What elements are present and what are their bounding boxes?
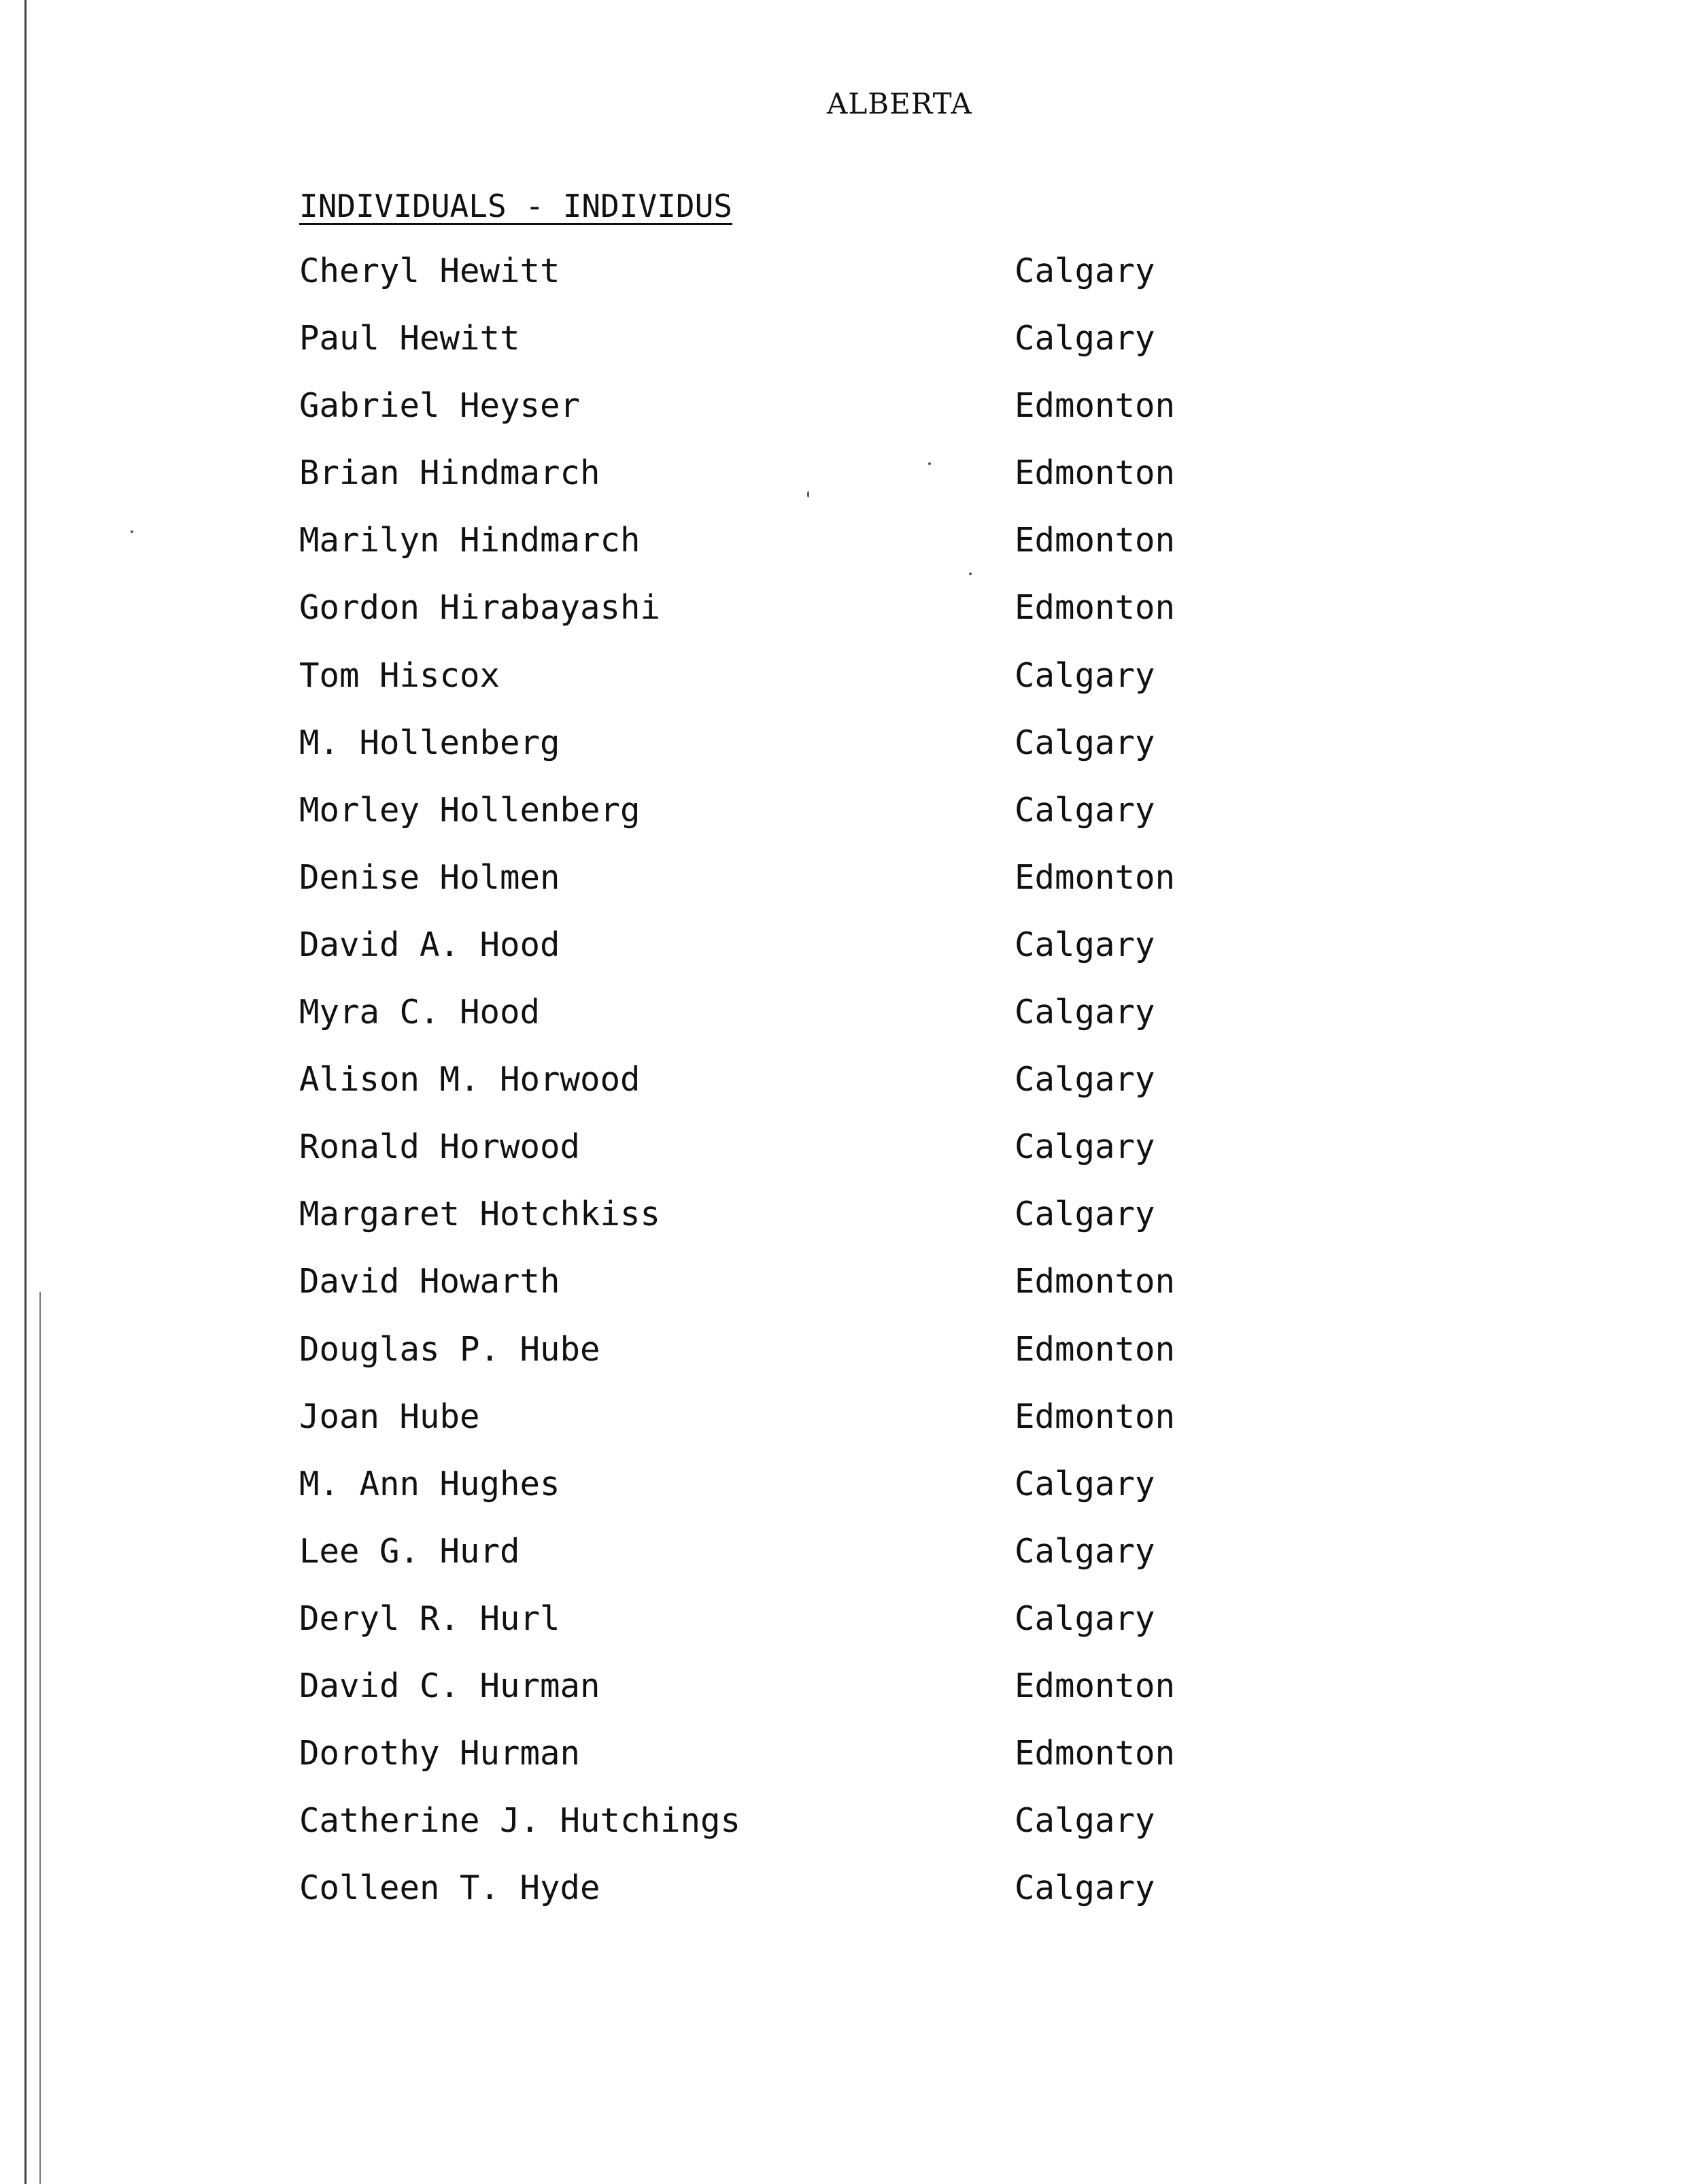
scan-speck [928,462,931,465]
entry-city: Calgary [1015,1464,1155,1503]
entry-name: David Howarth [299,1262,560,1301]
entry-city: Edmonton [1015,1262,1176,1301]
list-item [299,252,1251,319]
entry-name: M. Ann Hughes [299,1464,560,1503]
list-item [299,1869,1251,1936]
entry-city: Edmonton [1015,588,1176,628]
entry-city: Edmonton [1015,521,1176,560]
list-item [299,1195,1251,1262]
entry-name: Margaret Hotchkiss [299,1195,661,1234]
list-item [299,1397,1251,1465]
list-item [299,1532,1251,1599]
entry-city: Calgary [1015,790,1155,830]
list-item [299,1599,1251,1667]
entry-name: Denise Holmen [299,857,560,897]
list-item [299,588,1251,655]
entry-name: Colleen T. Hyde [299,1869,600,1908]
scan-speck [131,530,133,533]
entry-name: Morley Hollenberg [299,790,641,830]
entry-city: Calgary [1015,1127,1155,1167]
entry-name: Joan Hube [299,1397,480,1436]
list-item [299,656,1251,723]
list-item [299,1127,1251,1195]
entry-name: Gordon Hirabayashi [299,588,661,628]
entry-city: Edmonton [1015,1666,1176,1705]
list-item [299,1801,1251,1869]
entry-city: Calgary [1015,993,1155,1032]
list-item [299,521,1251,588]
list-item [299,925,1251,993]
entry-city: Calgary [1015,319,1155,358]
entry-city: Calgary [1015,655,1155,695]
entry-city: Edmonton [1015,1329,1176,1369]
entry-city: Calgary [1015,252,1155,290]
section-title: INDIVIDUALS - INDIVIDUS [299,188,732,224]
entry-city: Edmonton [1015,454,1176,493]
scan-speck [969,573,972,575]
scan-edge-line-secondary [39,1292,41,2184]
entry-city: Calgary [1015,1599,1155,1638]
page-heading: ALBERTA [827,87,972,120]
list-item [299,1734,1251,1801]
entry-city: Edmonton [1015,857,1176,897]
entry-city: Edmonton [1015,1397,1176,1436]
entry-city: Calgary [1015,1060,1155,1099]
list-item [299,319,1251,386]
entry-name: Deryl R. Hurl [299,1599,560,1638]
entry-name: Catherine J. Hutchings [299,1801,741,1841]
list-item [299,791,1251,858]
list-item [299,858,1251,925]
list-item [299,993,1251,1060]
list-item [299,1330,1251,1397]
list-item [299,1262,1251,1329]
entry-city: Calgary [1015,1195,1155,1234]
entry-name: Myra C. Hood [299,993,541,1032]
entry-city: Calgary [1015,1531,1155,1571]
entry-name: Tom Hiscox [299,655,500,695]
entry-name: Paul Hewitt [299,319,520,358]
list-item [299,1465,1251,1532]
entry-name: Douglas P. Hube [299,1329,600,1369]
entry-name: Cheryl Hewitt [299,252,560,290]
entry-name: Marilyn Hindmarch [299,521,641,560]
entry-name: Ronald Horwood [299,1127,581,1167]
entry-name: M. Hollenberg [299,723,560,762]
entry-name: Alison M. Horwood [299,1060,641,1099]
entry-list [299,252,1251,1936]
list-item [299,386,1251,454]
scan-edge-line [24,0,27,2184]
entry-name: David A. Hood [299,925,560,964]
list-item [299,1667,1251,1734]
entry-name: Lee G. Hurd [299,1531,520,1571]
entry-city: Edmonton [1015,386,1176,426]
entry-name: Dorothy Hurman [299,1734,581,1773]
entry-name: David C. Hurman [299,1666,600,1705]
list-item [299,723,1251,791]
entry-name: Brian Hindmarch [299,454,600,493]
scan-speck [807,491,809,498]
list-item [299,1060,1251,1127]
entry-city: Calgary [1015,925,1155,964]
entry-city: Calgary [1015,1801,1155,1841]
entry-city: Calgary [1015,1869,1155,1908]
entry-city: Calgary [1015,723,1155,762]
list-item [299,454,1251,521]
entry-name: Gabriel Heyser [299,386,581,426]
entry-city: Edmonton [1015,1734,1176,1773]
